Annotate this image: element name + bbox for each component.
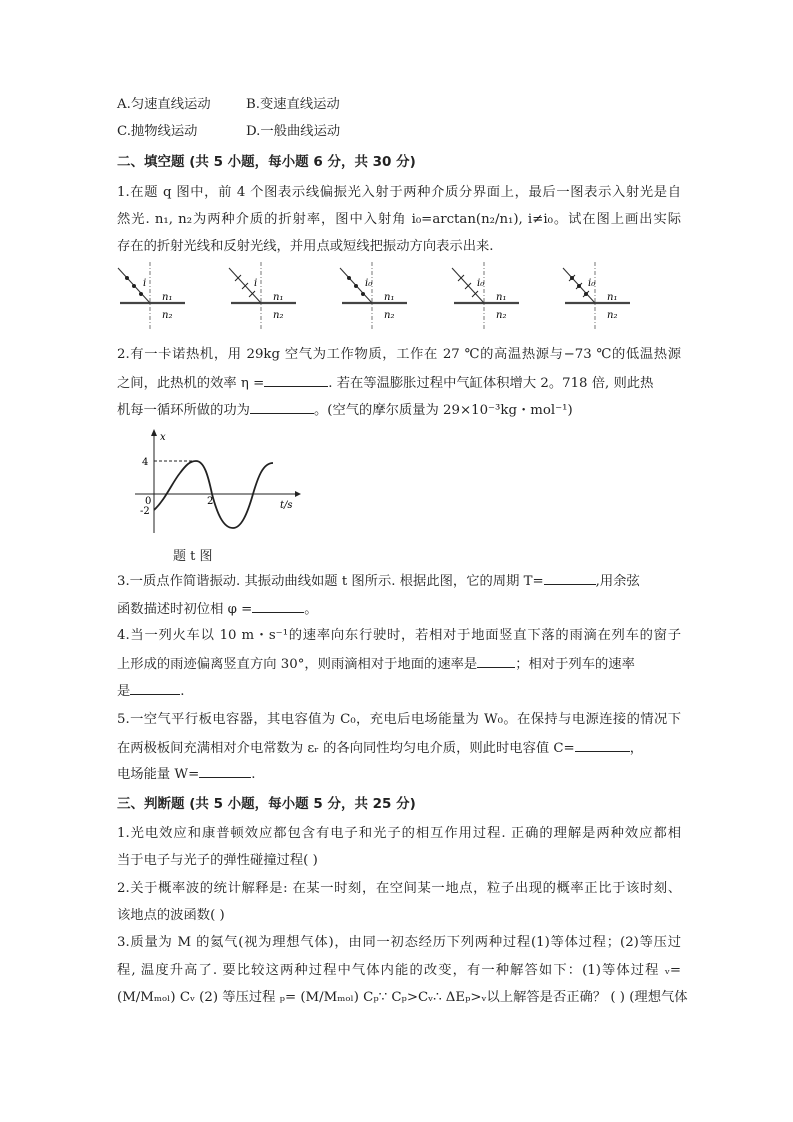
graph-caption: 题 t 图 — [173, 549, 213, 564]
answer-blank[interactable] — [575, 738, 630, 752]
tf-q3-line: (M/Mₘₒₗ) Cᵥ (2) 等压过程 ₚ= (M/Mₘₒₗ) Cₚ∵ Cₚ>Cᵥ∴ ΔEₚ>ᵥ以上解答是否正确？ ( ) (理想气体 — [117, 990, 688, 1005]
t-axis-arrow — [295, 491, 301, 497]
q3-text: 。 — [304, 602, 318, 617]
q3-line — [117, 571, 640, 591]
angle-label: i₀ — [365, 278, 373, 289]
vibration-graph — [120, 425, 310, 540]
polarization-figure — [229, 262, 296, 330]
answer-blank[interactable] — [250, 400, 314, 414]
q5-line: 5.一空气平行板电容器，其电容值为 C₀，充电后电场能量为 W₀。在保持与电源连接的情况下 — [117, 712, 681, 727]
q5-text: 在两极板间充满相对介电常数为 εᵣ 的各向同性均匀电介质，则此时电容值 C= — [117, 741, 575, 756]
q2-text: 。(空气的摩尔质量为 29×10⁻³kg・mol⁻¹) — [313, 403, 573, 418]
x-axis-label: x — [160, 432, 166, 443]
option-b: B.变速直线运动 — [246, 97, 340, 112]
answer-blank[interactable] — [544, 571, 596, 585]
q2-line — [117, 400, 573, 420]
q4-line: 4.当一列火车以 10 m・s⁻¹的速率向东行驶时，若相对于地面竖直下落的雨滴在列车的窗子 — [117, 628, 681, 643]
answer-blank[interactable] — [130, 681, 180, 695]
q5-text: ， — [629, 741, 643, 756]
answer-blank[interactable] — [264, 373, 328, 387]
q5-text: . — [251, 767, 256, 782]
t-tick-2: 2 — [207, 496, 214, 507]
q5-line — [117, 764, 255, 784]
tf-q3-line: 3.质量为 M 的氦气(视为理想气体)，由同一初态经历下列两种过程(1)等体过程；(2)等压过 — [117, 935, 681, 950]
n2-label: n₂ — [162, 310, 173, 321]
answer-blank[interactable] — [477, 654, 515, 668]
q1-line: 1.在题 q 图中，前 4 个图表示线偏振光入射于两种介质分界面上，最后一图表示入射光是自 — [117, 185, 681, 200]
answer-blank[interactable] — [199, 764, 251, 778]
option-c: C.抛物线运动 — [117, 124, 198, 139]
polarization-figure — [118, 262, 185, 330]
tf-q3-line: 程, 温度升高了. 要比较这两种过程中气体内能的改变，有一种解答如下：(1)等体过程 ᵥ= — [117, 963, 681, 978]
q2-line: 2.有一卡诺热机，用 29kg 空气为工作物质，工作在 27 ℃的高温热源与−73 ℃的低温热源 — [117, 347, 681, 362]
polarization-figure — [452, 262, 519, 330]
tf-q1-line: 1.光电效应和康普顿效应都包含有电子和光子的相互作用过程. 正确的理解是两种效应都相 — [117, 826, 681, 841]
n2-label: n₂ — [496, 310, 507, 321]
q3-text: 3.一质点作简谐振动. 其振动曲线如题 t 图所示. 根据此图，它的周期 T= — [117, 574, 544, 589]
option-a: A.匀速直线运动 — [117, 97, 211, 112]
angle-label: i₀ — [477, 278, 485, 289]
n1-label: n₁ — [384, 292, 395, 303]
q2-text: 机每一循环所做的功为 — [117, 403, 250, 418]
n1-label: n₁ — [496, 292, 507, 303]
x-axis-arrow — [151, 429, 157, 436]
y-tick-minus2: -2 — [140, 506, 150, 517]
angle-label: i — [143, 278, 147, 289]
q4-text: ；相对于列车的速率 — [515, 657, 635, 672]
polarization-dot — [354, 284, 358, 288]
polarization-figure — [340, 262, 407, 330]
q4-text: . — [180, 684, 185, 699]
q3-text: 函数描述时初位相 φ = — [117, 602, 253, 617]
q2-text: 之间，此热机的效率 η = — [117, 376, 265, 391]
option-d: D.一般曲线运动 — [246, 124, 341, 139]
t-axis-label: t/s — [280, 500, 293, 511]
angle-label: i — [254, 278, 258, 289]
q3-text: ,用余弦 — [595, 574, 640, 589]
q3-line — [117, 599, 318, 619]
n1-label: n₁ — [273, 292, 284, 303]
section-heading-fill-in: 二、填空题 (共 5 小题，每小题 6 分，共 30 分) — [117, 154, 416, 170]
q2-text: . 若在等温膨胀过程中气缸体积增大 2。718 倍, 则此热 — [328, 376, 654, 391]
polarization-figures — [110, 260, 690, 330]
polarization-figure — [563, 262, 630, 330]
angle-label: i₀ — [588, 278, 596, 289]
n2-label: n₂ — [273, 310, 284, 321]
q4-line — [117, 654, 635, 674]
q2-line — [117, 373, 653, 393]
tf-q2-line: 2.关于概率波的统计解释是: 在某一时刻，在空间某一地点，粒子出现的概率正比于该时刻、 — [117, 881, 681, 896]
q1-line: 存在的折射光线和反射光线，并用点或短线把振动方向表示出来. — [117, 239, 494, 254]
n1-label: n₁ — [162, 292, 173, 303]
polarization-dot — [361, 292, 365, 296]
n2-label: n₂ — [607, 310, 618, 321]
q4-line — [117, 681, 185, 701]
polarization-dot — [125, 276, 129, 280]
q4-text: 上形成的雨迹偏离竖直方向 30°，则雨滴相对于地面的速率是 — [117, 657, 478, 672]
y-tick-4: 4 — [142, 457, 149, 468]
q5-text: 电场能量 W= — [117, 767, 200, 782]
tf-q1-line: 当于电子与光子的弹性碰撞过程( ) — [117, 853, 318, 868]
origin-label: 0 — [145, 496, 152, 507]
answer-blank[interactable] — [252, 599, 304, 613]
n1-label: n₁ — [607, 292, 618, 303]
tf-q2-line: 该地点的波函数( ) — [117, 908, 225, 923]
polarization-dot — [139, 292, 143, 296]
polarization-dot — [347, 276, 351, 280]
n2-label: n₂ — [384, 310, 395, 321]
section-heading-true-false: 三、判断题 (共 5 小题，每小题 5 分，共 25 分) — [117, 796, 416, 812]
q1-line: 然光. n₁, n₂为两种介质的折射率，图中入射角 i₀=arctan(n₂/n₁), i≠i₀。试在图上画出实际 — [117, 212, 681, 227]
polarization-dot — [132, 284, 136, 288]
q5-line — [117, 738, 643, 758]
q4-text: 是 — [117, 684, 131, 699]
